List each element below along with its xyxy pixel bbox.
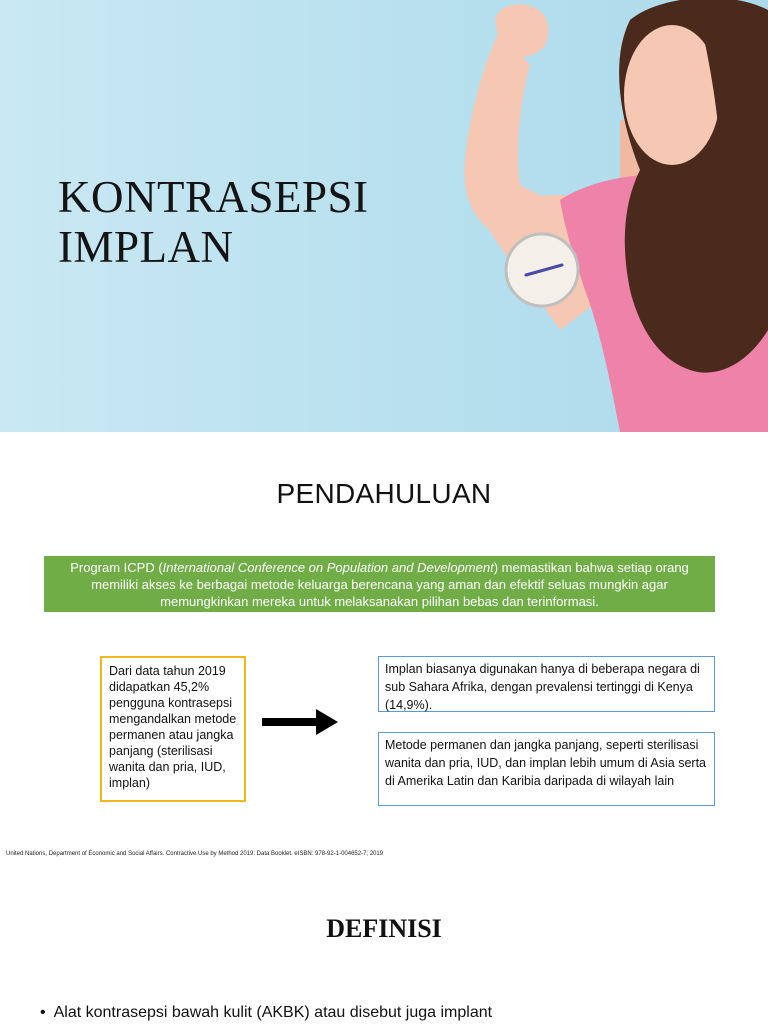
definition-title: DEFINISI <box>326 914 442 943</box>
intro-text-start: Program ICPD ( <box>70 560 163 575</box>
implant-usage-box: Implan biasanya digunakan hanya di beberapa negara di sub Sahara Afrika, dengan prevalensi tertinggi di Kenya (14,9%). <box>378 656 715 712</box>
title-slide <box>0 0 768 432</box>
definition-bullet <box>40 1004 492 1022</box>
regional-methods-box: Metode permanen dan jangka panjang, seperti sterilisasi wanita dan pria, IUD, dan implan lebih umum di Asia serta di Amerika Latin dan Karibia daripada di wilayah lain <box>378 732 715 806</box>
slide-title <box>58 172 369 272</box>
icpd-summary-box <box>44 556 715 612</box>
section-title: PENDAHULUAN <box>276 478 492 509</box>
title-line-1: KONTRASEPSI <box>58 172 369 222</box>
arrow-right-icon <box>262 709 338 735</box>
fist <box>495 4 548 56</box>
source-citation: United Nations, Department of Economic and Social Affairs. Contractive Use by Method 2019: Data Booklet. eISBN: 978-92-1-004652-7; 2019 <box>6 851 384 857</box>
bullet-text: Alat kontrasepsi bawah kulit (AKBK) atau disebut juga implant <box>53 1004 493 1021</box>
bullet-icon: • <box>40 1004 46 1021</box>
data-2019-box: Dari data tahun 2019 didapatkan 45,2% pengguna kontrasepsi mengandalkan metode permanen atau jangka panjang (sterilisasi wanita dan pria, IUD, implan) <box>100 656 246 802</box>
intro-text-italic: International Conference on Population and Development <box>162 560 494 575</box>
intro-text-end: ) memastikan bahwa setiap orang memiliki akses ke berbagai metode keluarga berencana yang aman dan efektif seluas mungkin agar memungkinkan mereka untuk melaksanakan pilihan bebas dan terinformasi. <box>91 560 689 609</box>
title-line-2: IMPLAN <box>58 222 234 272</box>
